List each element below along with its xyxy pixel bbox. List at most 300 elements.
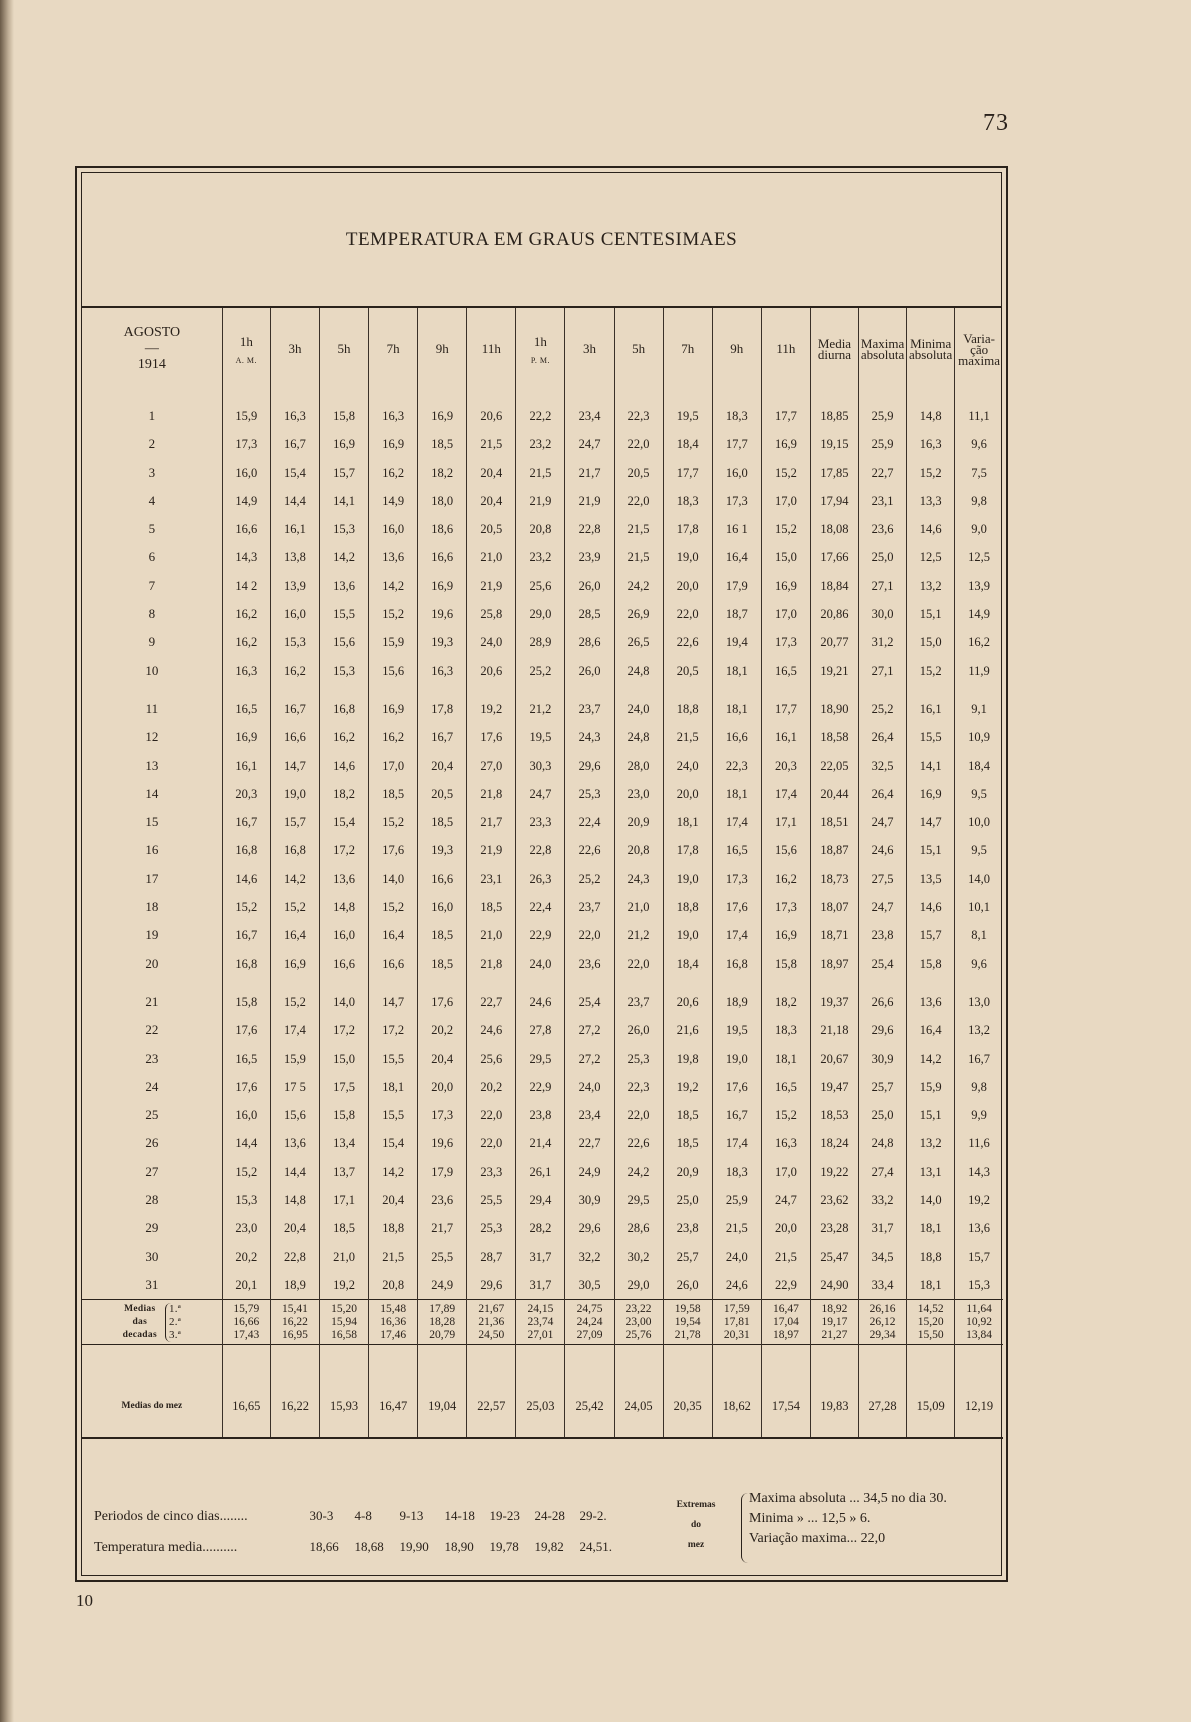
- table-row: [82, 1186, 1003, 1214]
- value-cell: 30,2: [614, 1243, 663, 1271]
- value-cell: 26,4: [859, 780, 907, 808]
- value-cell: 14,4: [270, 487, 319, 515]
- value-cell: 15,4: [270, 459, 319, 487]
- value-cell: 9,8: [955, 487, 1003, 515]
- value-cell: 12,5: [907, 543, 955, 571]
- value-cell: 22,7: [565, 1129, 614, 1157]
- decadas-value: 23,22: [625, 1302, 652, 1315]
- value-cell: 33,2: [859, 1186, 907, 1214]
- value-cell: 19,15: [810, 430, 858, 458]
- header-year: 1914: [137, 357, 166, 372]
- value-cell: 16,6: [319, 950, 368, 978]
- value-cell: 16,4: [270, 921, 319, 949]
- value-cell: 16,0: [222, 459, 270, 487]
- decadas-value: 24,50: [478, 1328, 505, 1341]
- value-cell: 23,7: [565, 893, 614, 921]
- decadas-value: 23,00: [625, 1315, 652, 1328]
- value-cell: 26,1: [516, 1158, 565, 1186]
- value-cell: 25,7: [859, 1073, 907, 1101]
- value-cell: 22,7: [467, 978, 516, 1016]
- value-cell: 18,8: [663, 685, 712, 723]
- header-variacao-maxima: Varia- ção maxima: [955, 308, 1003, 390]
- day-cell: 31: [145, 1276, 159, 1292]
- header-month: AGOSTO: [123, 325, 181, 340]
- value-cell: 15,9: [222, 390, 270, 430]
- value-cell: 17,3: [418, 1101, 467, 1129]
- value-cell: 16,2: [222, 628, 270, 656]
- value-cell: 21,2: [614, 921, 663, 949]
- value-cell: 20,8: [516, 515, 565, 543]
- value-cell: 20,0: [663, 572, 712, 600]
- value-cell: 16,6: [712, 723, 761, 751]
- value-cell: 18,5: [418, 430, 467, 458]
- value-cell: 24,6: [467, 1016, 516, 1044]
- value-cell: 17,8: [418, 685, 467, 723]
- value-cell: 18,6: [418, 515, 467, 543]
- day-cell: 2: [148, 436, 156, 452]
- value-cell: 15,3: [270, 628, 319, 656]
- value-cell: 28,0: [614, 752, 663, 780]
- value-cell: 26,0: [565, 572, 614, 600]
- value-cell: 27,2: [565, 1016, 614, 1044]
- day-cell: 25: [145, 1107, 159, 1123]
- day-cell: 23: [145, 1050, 159, 1066]
- day-cell: 12: [145, 729, 159, 745]
- day-cell: 22: [145, 1022, 159, 1038]
- value-cell: 14,1: [319, 487, 368, 515]
- value-cell: 20,5: [467, 515, 516, 543]
- value-cell: 16,3: [369, 390, 418, 430]
- value-cell: 16,1: [907, 685, 955, 723]
- value-cell: 24,3: [565, 723, 614, 751]
- value-cell: 15,2: [222, 1158, 270, 1186]
- value-cell: 14,9: [222, 487, 270, 515]
- value-cell: 20,8: [369, 1271, 418, 1300]
- value-cell: 19,5: [712, 1016, 761, 1044]
- value-cell: 15,8: [319, 1101, 368, 1129]
- value-cell: 13,0: [955, 978, 1003, 1016]
- value-cell: 21,5: [712, 1214, 761, 1242]
- value-cell: 16,9: [418, 390, 467, 430]
- table-row: [82, 628, 1003, 656]
- value-cell: 14,7: [369, 978, 418, 1016]
- value-cell: 17,6: [222, 1016, 270, 1044]
- value-cell: 19,2: [467, 685, 516, 723]
- value-cell: 18,5: [369, 780, 418, 808]
- value-cell: 13,9: [270, 572, 319, 600]
- value-cell: 33,4: [859, 1271, 907, 1300]
- value-cell: 16,0: [270, 600, 319, 628]
- value-cell: 15,7: [319, 459, 368, 487]
- value-cell: 9,0: [955, 515, 1003, 543]
- value-cell: 12,5: [955, 543, 1003, 571]
- value-cell: 21,4: [516, 1129, 565, 1157]
- value-cell: 23,6: [565, 950, 614, 978]
- day-cell: 13: [145, 757, 159, 773]
- table-row: [82, 752, 1003, 780]
- value-cell: 19,22: [810, 1158, 858, 1186]
- decadas-value: 20,79: [429, 1328, 456, 1341]
- day-cell: 5: [148, 521, 156, 537]
- page-number: 73: [983, 110, 1009, 136]
- value-cell: 18,4: [955, 752, 1003, 780]
- value-cell: 26,4: [859, 723, 907, 751]
- value-cell: 22,0: [614, 950, 663, 978]
- value-cell: 14,7: [270, 752, 319, 780]
- temperatura-media-value: 18,66: [309, 1539, 339, 1554]
- value-cell: 17,7: [761, 685, 810, 723]
- value-cell: 24,6: [712, 1271, 761, 1300]
- value-cell: 18,8: [369, 1214, 418, 1242]
- value-cell: 18,1: [663, 808, 712, 836]
- value-cell: 17,3: [222, 430, 270, 458]
- value-cell: 13,7: [319, 1158, 368, 1186]
- value-cell: 15,2: [369, 808, 418, 836]
- header-hour: 5h: [614, 308, 663, 390]
- value-cell: 24,0: [467, 628, 516, 656]
- decadas-cell: [418, 1300, 467, 1345]
- value-cell: 27,0: [467, 752, 516, 780]
- value-cell: 20,86: [810, 600, 858, 628]
- decadas-value: 26,12: [869, 1315, 896, 1328]
- value-cell: 21,7: [565, 459, 614, 487]
- decadas-value: 19,17: [821, 1315, 848, 1328]
- value-cell: 21,5: [614, 515, 663, 543]
- decadas-value: 11,64: [966, 1302, 992, 1315]
- value-cell: 24,0: [663, 752, 712, 780]
- value-cell: 16,5: [761, 657, 810, 685]
- decadas-value: 16,36: [380, 1315, 407, 1328]
- value-cell: 16,2: [270, 657, 319, 685]
- decadas-value: 10,92: [966, 1315, 993, 1328]
- decadas-cell: [955, 1300, 1003, 1345]
- value-cell: 15,4: [369, 1129, 418, 1157]
- decadas-cell: [270, 1300, 319, 1345]
- value-cell: 26,0: [565, 657, 614, 685]
- value-cell: 24,0: [565, 1073, 614, 1101]
- value-cell: 29,6: [859, 1016, 907, 1044]
- value-cell: 29,5: [516, 1045, 565, 1073]
- decadas-value: 21,36: [478, 1315, 505, 1328]
- value-cell: 19,5: [516, 723, 565, 751]
- value-cell: 23,6: [859, 515, 907, 543]
- value-cell: 20,4: [467, 487, 516, 515]
- value-cell: 19,37: [810, 978, 858, 1016]
- value-cell: 14,6: [222, 865, 270, 893]
- value-cell: 20,4: [369, 1186, 418, 1214]
- value-cell: 18,5: [319, 1214, 368, 1242]
- value-cell: 19,2: [955, 1186, 1003, 1214]
- temperatura-media-value: 18,68: [354, 1539, 384, 1554]
- value-cell: 18,5: [663, 1101, 712, 1129]
- value-cell: 24,6: [516, 978, 565, 1016]
- value-cell: 14,0: [955, 865, 1003, 893]
- value-cell: 14,0: [369, 865, 418, 893]
- day-cell: 30: [145, 1248, 159, 1264]
- table-row: [82, 1271, 1003, 1300]
- value-cell: 21,9: [467, 836, 516, 864]
- value-cell: 16,2: [222, 600, 270, 628]
- value-cell: 23,1: [467, 865, 516, 893]
- decadas-value: 27,09: [576, 1328, 603, 1341]
- value-cell: 14,2: [907, 1045, 955, 1073]
- value-cell: 20,6: [663, 978, 712, 1016]
- value-cell: 16,0: [418, 893, 467, 921]
- value-cell: 30,3: [516, 752, 565, 780]
- value-cell: 20,0: [418, 1073, 467, 1101]
- value-cell: 15,2: [369, 893, 418, 921]
- value-cell: 18,1: [761, 1045, 810, 1073]
- value-cell: 14,8: [907, 390, 955, 430]
- value-cell: 23,0: [222, 1214, 270, 1242]
- value-cell: 16,3: [270, 390, 319, 430]
- value-cell: 17,0: [761, 487, 810, 515]
- value-cell: 15,5: [907, 723, 955, 751]
- table-row: [82, 1073, 1003, 1101]
- value-cell: 23,3: [467, 1158, 516, 1186]
- value-cell: 16,2: [761, 865, 810, 893]
- decadas-value: 20,31: [723, 1328, 750, 1341]
- value-cell: 22,8: [516, 836, 565, 864]
- value-cell: 17,4: [712, 808, 761, 836]
- value-cell: 15,3: [319, 515, 368, 543]
- periodos-label: Periodos de cinco dias........: [94, 1509, 248, 1524]
- value-cell: 15,9: [369, 628, 418, 656]
- value-cell: 20,6: [467, 657, 516, 685]
- value-cell: 14,4: [270, 1158, 319, 1186]
- day-cell: 9: [148, 634, 156, 650]
- value-cell: 16,3: [761, 1129, 810, 1157]
- value-cell: 15,1: [907, 600, 955, 628]
- decadas-value: 15,41: [282, 1302, 308, 1315]
- value-cell: 27,2: [565, 1045, 614, 1073]
- table-title: TEMPERATURA EM GRAUS CENTESIMAES: [345, 229, 738, 250]
- table-row: [82, 978, 1003, 1016]
- value-cell: 20,2: [467, 1073, 516, 1101]
- value-cell: 20,6: [467, 390, 516, 430]
- value-cell: 14,6: [907, 893, 955, 921]
- table-row: [82, 780, 1003, 808]
- value-cell: 24,7: [761, 1186, 810, 1214]
- value-cell: 16,1: [270, 515, 319, 543]
- value-cell: 18,71: [810, 921, 858, 949]
- value-cell: 17,9: [712, 572, 761, 600]
- value-cell: 25,0: [859, 1101, 907, 1129]
- value-cell: 23,28: [810, 1214, 858, 1242]
- value-cell: 18,8: [663, 893, 712, 921]
- value-cell: 24,7: [565, 430, 614, 458]
- value-cell: 16,9: [418, 572, 467, 600]
- value-cell: 15,5: [319, 600, 368, 628]
- day-cell: 18: [145, 899, 159, 915]
- value-cell: 17,8: [663, 836, 712, 864]
- value-cell: 23,7: [614, 978, 663, 1016]
- decadas-value: 15,20: [331, 1302, 357, 1315]
- value-cell: 29,5: [614, 1186, 663, 1214]
- value-cell: 18,0: [418, 487, 467, 515]
- value-cell: 23,2: [516, 430, 565, 458]
- value-cell: 16,2: [319, 723, 368, 751]
- value-cell: 17,66: [810, 543, 858, 571]
- decadas-cell: [614, 1300, 663, 1345]
- table-row: [82, 657, 1003, 685]
- value-cell: 20,77: [810, 628, 858, 656]
- value-cell: 16,8: [222, 950, 270, 978]
- value-cell: 21,5: [467, 430, 516, 458]
- value-cell: 16,9: [761, 921, 810, 949]
- value-cell: 18,3: [761, 1016, 810, 1044]
- value-cell: 21,9: [516, 487, 565, 515]
- value-cell: 16,9: [369, 685, 418, 723]
- value-cell: 27,5: [859, 865, 907, 893]
- decadas-value: 17,46: [380, 1328, 407, 1341]
- value-cell: 10,9: [955, 723, 1003, 751]
- value-cell: 19,4: [712, 628, 761, 656]
- value-cell: 19,0: [712, 1045, 761, 1073]
- value-cell: 20,9: [663, 1158, 712, 1186]
- value-cell: 18,73: [810, 865, 858, 893]
- table-row: [82, 459, 1003, 487]
- value-cell: 17,3: [761, 893, 810, 921]
- value-cell: 10,0: [955, 808, 1003, 836]
- header-hour: 3h: [270, 308, 319, 390]
- day-cell: 29: [145, 1220, 159, 1236]
- day-rows: [82, 390, 1003, 1300]
- value-cell: 20,67: [810, 1045, 858, 1073]
- footer-number: 10: [76, 1591, 93, 1610]
- medias-mez-cell: 18,62: [712, 1345, 761, 1439]
- header-media-diurna: Media diurna: [810, 308, 858, 390]
- value-cell: 18,08: [810, 515, 858, 543]
- day-cell: 26: [145, 1135, 159, 1151]
- value-cell: 24,3: [614, 865, 663, 893]
- title-band: [82, 173, 1001, 308]
- value-cell: 11,9: [955, 657, 1003, 685]
- value-cell: 19,21: [810, 657, 858, 685]
- value-cell: 31,7: [859, 1214, 907, 1242]
- value-cell: 22,9: [761, 1271, 810, 1300]
- value-cell: 18,5: [467, 893, 516, 921]
- value-cell: 28,6: [565, 628, 614, 656]
- value-cell: 20,2: [222, 1243, 270, 1271]
- value-cell: 15,5: [369, 1101, 418, 1129]
- value-cell: 14,2: [270, 865, 319, 893]
- medias-mez-row: [82, 1345, 1003, 1439]
- decadas-value: 15,50: [917, 1328, 944, 1341]
- value-cell: 15,2: [907, 657, 955, 685]
- value-cell: 20,3: [761, 752, 810, 780]
- value-cell: 20,9: [614, 808, 663, 836]
- decadas-value: 15,48: [380, 1302, 407, 1315]
- header-hour: 3h: [565, 308, 614, 390]
- value-cell: 25,47: [810, 1243, 858, 1271]
- value-cell: 20,5: [418, 780, 467, 808]
- header-am: A. M.: [235, 355, 258, 365]
- value-cell: 21,0: [614, 893, 663, 921]
- value-cell: 17,7: [712, 430, 761, 458]
- table-row: [82, 1214, 1003, 1242]
- value-cell: 34,5: [859, 1243, 907, 1271]
- temperatura-media-value: 19,78: [489, 1539, 519, 1554]
- decadas-value: 17,59: [723, 1302, 750, 1315]
- day-cell: 4: [148, 492, 156, 508]
- value-cell: 25,0: [663, 1186, 712, 1214]
- extremas-label: Extremas do mez: [676, 1500, 716, 1550]
- value-cell: 17,0: [761, 1158, 810, 1186]
- value-cell: 14,1: [907, 752, 955, 780]
- header-hour: 7h: [369, 308, 418, 390]
- value-cell: 19,2: [663, 1073, 712, 1101]
- decadas-cell: [516, 1300, 565, 1345]
- value-cell: 15,6: [319, 628, 368, 656]
- value-cell: 14,2: [369, 572, 418, 600]
- value-cell: 24,90: [810, 1271, 858, 1300]
- value-cell: 15,8: [319, 390, 368, 430]
- value-cell: 15,9: [270, 1045, 319, 1073]
- value-cell: 23,6: [418, 1186, 467, 1214]
- value-cell: 18,1: [907, 1271, 955, 1300]
- value-cell: 13,1: [907, 1158, 955, 1186]
- value-cell: 18,9: [270, 1271, 319, 1300]
- value-cell: 31,2: [859, 628, 907, 656]
- value-cell: 15,0: [761, 543, 810, 571]
- decadas-value: 18,92: [821, 1302, 848, 1315]
- temperatura-media-value: 18,90: [444, 1539, 474, 1554]
- decadas-value: 17,43: [233, 1328, 260, 1341]
- value-cell: 22,0: [614, 487, 663, 515]
- value-cell: 16,3: [222, 657, 270, 685]
- value-cell: 16,5: [222, 1045, 270, 1073]
- value-cell: 13,6: [907, 978, 955, 1016]
- value-cell: 21,5: [369, 1243, 418, 1271]
- table-row: [82, 1243, 1003, 1271]
- value-cell: 17,2: [369, 1016, 418, 1044]
- header-hour: 11h: [467, 308, 516, 390]
- value-cell: 16,9: [907, 780, 955, 808]
- value-cell: 18,9: [712, 978, 761, 1016]
- value-cell: 28,5: [565, 600, 614, 628]
- value-cell: 16,7: [270, 685, 319, 723]
- value-cell: 25,9: [859, 430, 907, 458]
- value-cell: 32,2: [565, 1243, 614, 1271]
- day-cell: 11: [145, 700, 159, 716]
- header-month-year: [82, 308, 222, 390]
- value-cell: 16,0: [369, 515, 418, 543]
- temperatura-media-value: 24,51.: [579, 1539, 612, 1554]
- table-row: [82, 1101, 1003, 1129]
- value-cell: 25,9: [859, 390, 907, 430]
- value-cell: 22,2: [516, 390, 565, 430]
- value-cell: 16,4: [712, 543, 761, 571]
- value-cell: 22,9: [516, 1073, 565, 1101]
- decadas-value: 24,75: [576, 1302, 603, 1315]
- value-cell: 24,8: [614, 723, 663, 751]
- decadas-value: 16,95: [282, 1328, 308, 1341]
- value-cell: 24,0: [516, 950, 565, 978]
- value-cell: 15,7: [907, 921, 955, 949]
- value-cell: 21,9: [467, 572, 516, 600]
- value-cell: 18,4: [663, 950, 712, 978]
- value-cell: 16,6: [270, 723, 319, 751]
- value-cell: 13,6: [319, 865, 368, 893]
- value-cell: 18,1: [369, 1073, 418, 1101]
- medias-mez-cell: 17,54: [761, 1345, 810, 1439]
- value-cell: 23,8: [859, 921, 907, 949]
- periodo-value: 14-18: [444, 1508, 475, 1523]
- value-cell: 23,0: [614, 780, 663, 808]
- medias-mez-cell: 27,28: [859, 1345, 907, 1439]
- value-cell: 16,7: [712, 1101, 761, 1129]
